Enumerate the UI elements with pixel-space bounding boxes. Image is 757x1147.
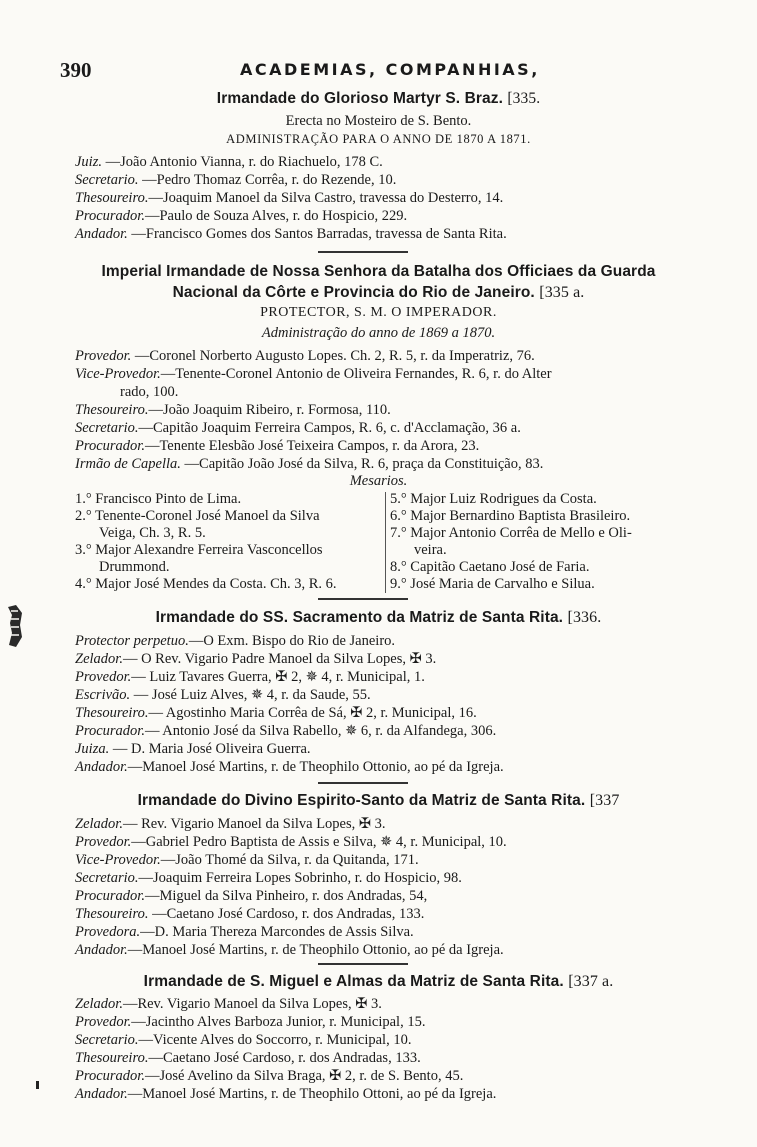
entry-line: Provedora.—D. Maria Thereza Marcondes de Assis Silva. [75,924,414,940]
mesario-left: 2.° Tenente-Coronel José Manoel da Silva [75,508,320,524]
entry-line: Procurador.— Antonio José da Silva Rabello, ✵ 6, r. da Alfandega, 306. [75,723,497,739]
section-number: [335 a. [539,284,585,301]
section-5-title [0,971,757,992]
section-title-text: Irmandade do Divino Espirito-Santo da Matriz de Santa Rita. [137,792,586,809]
section-number: [336. [567,609,602,626]
entry-line: Secretario. —Pedro Thomaz Corrêa, r. do Rezende, 10. [75,172,397,188]
entry-line: Thesoureiro. —Caetano José Cardoso, r. dos Andradas, 133. [75,906,425,922]
section-divider [318,963,408,965]
mesario-right: 5.° Major Luiz Rodrigues da Costa. [390,491,597,507]
entry-line: Provedor. —Coronel Norberto Augusto Lopes. Ch. 2, R. 5, r. da Imperatriz, 76. [75,348,535,364]
entry-line: Juiz. —João Antonio Vianna, r. do Riachuelo, 178 C. [75,154,383,170]
entry-line: Thesoureiro.—João Joaquim Ribeiro, r. Formosa, 110. [75,402,391,418]
section-divider [318,782,408,784]
entry-line: Secretario.—Joaquim Ferreira Lopes Sobrinho, r. do Hospicio, 98. [75,870,462,886]
section-number: [337 a. [568,973,614,990]
entry-line: Provedor.— Luiz Tavares Guerra, ✠ 2, ✵ 4, r. Municipal, 1. [75,669,425,685]
entry-line: rado, 100. [120,384,179,400]
section-number: [335. [507,90,541,107]
entry-line: Procurador.—Miguel da Silva Pinheiro, r. dos Andradas, 54, [75,888,428,904]
entry-line: Juiza. — D. Maria José Oliveira Guerra. [75,741,311,757]
mesario-right: veira. [414,542,447,558]
section-2-protector: PROTECTOR, S. M. O IMPERADOR. [260,305,497,320]
section-title-text: Nacional da Côrte e Provincia do Rio de Janeiro. [172,284,535,301]
mesario-left: Drummond. [99,559,170,575]
section-2-administration: Administração do anno de 1869 a 1870. [261,325,496,341]
entry-line: Provedor.—Gabriel Pedro Baptista de Assis e Silva, ✵ 4, r. Municipal, 10. [75,834,507,850]
section-title-text: Irmandade do Glorioso Martyr S. Braz. [216,90,503,107]
section-2-title-line2 [0,282,757,303]
section-title-text: Irmandade de S. Miguel e Almas da Matriz de Santa Rita. [143,973,564,990]
entry-line: Procurador.—Paulo de Souza Alves, r. do Hospicio, 229. [75,208,408,224]
entry-line: Procurador.—José Avelino da Silva Braga, ✠ 2, r. de S. Bento, 45. [75,1068,464,1084]
section-3-title [0,607,757,628]
running-title: ACADEMIAS, COMPANHIAS, [240,60,540,79]
binding-mark-icon [6,603,24,649]
entry-line: Secretario.—Capitão Joaquim Ferreira Campos, R. 6, c. d'Acclamação, 36 a. [75,420,521,436]
entry-line: Procurador.—Tenente Elesbão José Teixeira Campos, r. da Arora, 23. [75,438,480,454]
entry-line: Irmão de Capella. —Capitão João José da Silva, R. 6, praça da Constituição, 83. [75,456,544,472]
entry-line: Andador. —Francisco Gomes dos Santos Barradas, travessa de Santa Rita. [75,226,507,242]
section-2-title-line1: Imperial Irmandade de Nossa Senhora da Batalha dos Officiaes da Guarda [101,263,656,280]
column-divider [385,492,386,593]
mesario-right: 8.° Capitão Caetano José de Faria. [390,559,590,575]
entry-line: Vice-Provedor.—João Thomé da Silva, r. da Quitanda, 171. [75,852,419,868]
section-1-title [0,88,757,109]
entry-line: Secretario.—Vicente Alves do Soccorro, r. Municipal, 10. [75,1032,412,1048]
entry-line: Escrivão. — José Luiz Alves, ✵ 4, r. da Saude, 55. [75,687,371,703]
entry-line: Provedor.—Jacintho Alves Barboza Junior, r. Municipal, 15. [75,1014,426,1030]
entry-line: Vice-Provedor.—Tenente-Coronel Antonio de Oliveira Fernandes, R. 6, r. do Alter [75,366,552,382]
section-divider [318,251,408,253]
section-4-title [0,790,757,811]
entry-line: Zelador.— Rev. Vigario Manoel da Silva Lopes, ✠ 3. [75,816,386,832]
section-1-administration: ADMINISTRAÇÃO PARA O ANNO DE 1870 A 1871. [226,132,531,146]
mesario-left: Veiga, Ch. 3, R. 5. [99,525,206,541]
entry-line: Thesoureiro.—Joaquim Manoel da Silva Castro, travessa do Desterro, 14. [75,190,504,206]
section-1-subtitle: Erecta no Mosteiro de S. Bento. [285,113,472,129]
section-number: [337 [589,792,620,809]
mesario-left: 1.° Francisco Pinto de Lima. [75,491,242,507]
mesario-left: 4.° Major José Mendes da Costa. Ch. 3, R. 6. [75,576,337,592]
section-divider [318,598,408,600]
entry-line: Andador.—Manoel José Martins, r. de Theophilo Ottoni, ao pé da Igreja. [75,1086,497,1102]
entry-line: Thesoureiro.— Agostinho Maria Corrêa de Sá, ✠ 2, r. Municipal, 16. [75,705,477,721]
entry-line: Andador.—Manoel José Martins, r. de Theophilo Ottonio, ao pé da Igreja. [75,759,504,775]
running-header [0,58,757,82]
entry-line: Andador.—Manoel José Martins, r. de Theophilo Ottonio, ao pé da Igreja. [75,942,504,958]
mesario-left: 3.° Major Alexandre Ferreira Vasconcellos [75,542,323,558]
section-title-text: Irmandade do SS. Sacramento da Matriz de Santa Rita. [155,609,564,626]
entry-line: Zelador.— O Rev. Vigario Padre Manoel da Silva Lopes, ✠ 3. [75,651,437,667]
entry-line: Zelador.—Rev. Vigario Manoel da Silva Lopes, ✠ 3. [75,996,382,1012]
mesario-right: 6.° Major Bernardino Baptista Brasileiro. [390,508,631,524]
entry-line: Thesoureiro.—Caetano José Cardoso, r. dos Andradas, 133. [75,1050,421,1066]
margin-dot [36,1081,39,1089]
mesario-right: 7.° Major Antonio Corrêa de Mello e Oli- [390,525,632,541]
mesario-right: 9.° José Maria de Carvalho e Silua. [390,576,595,592]
entry-line: Protector perpetuo.—O Exm. Bispo do Rio de Janeiro. [75,633,396,649]
mesarios-heading: Mesarios. [349,473,408,489]
page-number: 390 [60,58,92,82]
